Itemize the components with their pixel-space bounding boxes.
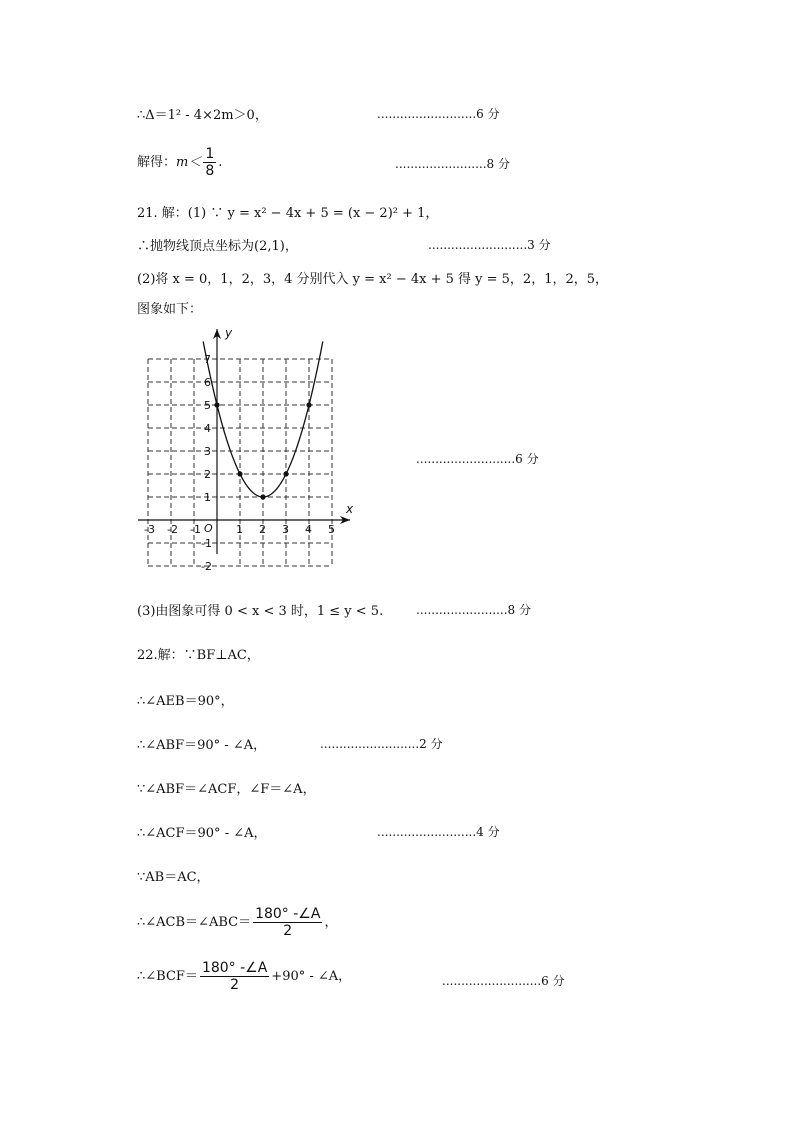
score-8-b: ........................8 分 [416,603,531,617]
fraction-one-eighth [203,146,216,179]
line-q21-part1: 21. 解：(1) ∵ y = x² − 4x + 5 = (x − 2)² + 1， [137,206,439,221]
y-tick-label: 2 [204,468,211,481]
score-6-a: ..........................6 分 [377,107,500,121]
score-3: ..........................3 分 [428,238,551,252]
parabola-graph [132,325,362,580]
data-point [260,494,265,499]
x-tick-label: -2 [167,523,178,536]
line-delta: ∴Δ＝1² - 4×2m＞0， [137,108,268,123]
solve-suffix: . [218,155,223,170]
fraction-numerator: 1 [205,146,215,162]
data-point [237,471,242,476]
x-axis-label: x [346,502,354,516]
y-tick-label: 6 [204,376,211,389]
fraction-denominator: 2 [283,923,293,939]
y-tick-label: 3 [204,445,211,458]
fraction-numerator: 180° -∠A [201,960,268,976]
line-angle-acf: ∴∠ACF＝90° - ∠A， [137,826,267,841]
fraction-denominator: 2 [230,977,240,993]
x-tick-label: -1 [190,523,201,536]
y-tick-label: 1 [204,491,211,504]
data-point [214,402,219,407]
y-tick-label: -2 [201,560,212,573]
score-8-a: ........................8 分 [395,157,510,171]
line-graph-intro: 图象如下： [137,302,203,317]
line-vertex: ∴抛物线顶点坐标为(2,1)， [137,239,298,254]
fraction-denominator: 8 [205,163,215,179]
line-angle-bcf [137,960,351,993]
fraction-bcf [200,960,269,993]
y-tick-label: -1 [201,537,212,550]
score-6-b: ..........................6 分 [416,452,539,466]
y-tick-label: 7 [204,353,211,366]
y-tick-label: 5 [204,399,211,412]
origin-label: O [204,522,213,535]
line-angle-abf: ∴∠ABF＝90° - ∠A， [137,738,267,753]
score-6-c: ..........................6 分 [442,974,565,988]
score-2: ..........................2 分 [320,737,443,751]
acb-suffix: ， [324,915,338,930]
y-axis-label: y [225,326,233,340]
line-angle-equal: ∵∠ABF＝∠ACF，∠F＝∠A， [137,782,316,797]
line-q21-part3: (3)由图象可得 0 < x < 3 时，1 ≤ y < 5. [137,604,384,619]
x-tick-label: 2 [259,523,266,536]
y-tick-label: 4 [204,422,211,435]
line-q21-part2: (2)将 x = 0，1，2，3，4 分别代入 y = x² − 4x + 5 得 y = 5，2，1，2，5， [137,272,609,287]
x-tick-label: -3 [144,523,155,536]
line-q22-start: 22.解：∵BF⊥AC， [137,648,260,663]
acb-prefix: ∴∠ACB＝∠ABC＝ [137,915,252,930]
data-point [283,471,288,476]
line-ab-ac: ∵AB＝AC， [137,870,210,885]
x-tick-label: 1 [236,523,243,536]
bcf-suffix: +90° - ∠A， [271,969,352,984]
x-tick-label: 3 [282,523,289,536]
line-angle-aeb: ∴∠AEB＝90°， [137,694,234,709]
solve-var: m＜ [176,155,202,170]
line-angle-acb [137,906,337,939]
score-4: ..........................4 分 [377,825,500,839]
line-solve-m [137,146,222,179]
data-point [306,402,311,407]
x-tick-label: 4 [305,523,312,536]
bcf-prefix: ∴∠BCF＝ [137,969,198,984]
x-tick-label: 5 [328,523,335,536]
fraction-acb [253,906,322,939]
fraction-numerator: 180° -∠A [255,906,321,922]
solve-prefix: 解得： [137,155,177,170]
